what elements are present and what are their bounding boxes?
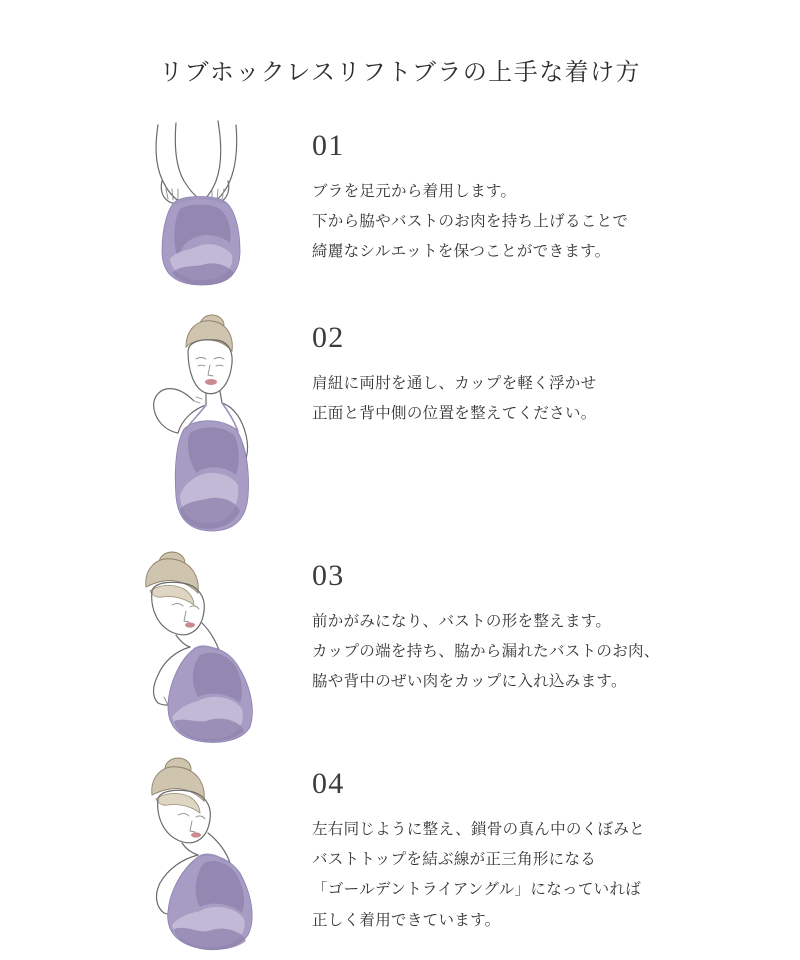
step-1-illustration-pulling-bra-up	[110, 115, 290, 295]
step-text	[312, 369, 800, 429]
step-number: 02	[312, 321, 345, 354]
step-text-line: 正面と背中側の位置を整えてください。	[312, 405, 597, 423]
step-body	[290, 753, 800, 936]
step-text-line: 脇や背中のぜい肉をカップに入れ込みます。	[312, 673, 627, 691]
step-item	[0, 115, 800, 295]
step-text-line: 綺麗なシルエットを保つことができます。	[312, 243, 611, 261]
step-text	[312, 177, 800, 268]
step-text-line: バストトップを結ぶ線が正三角形になる	[312, 851, 597, 869]
step-text-line: カップの端を持ち、脇から漏れたバストのお肉、	[312, 643, 660, 661]
step-body	[290, 307, 800, 429]
step-2-illustration-adjusting-straps	[110, 307, 290, 537]
step-number: 01	[312, 129, 345, 162]
step-text-line: 「ゴールデントライアングル」になっていれば	[312, 881, 642, 899]
step-item	[0, 753, 800, 953]
step-text-line: ブラを足元から着用します。	[312, 183, 517, 200]
step-number: 04	[312, 767, 345, 800]
step-4-illustration-checking-golden-triangle	[110, 753, 290, 953]
step-body	[290, 545, 800, 698]
step-item	[0, 307, 800, 537]
page-title: リブホックレスリフトブラの上手な着け方	[159, 60, 641, 86]
step-text-line: 前かがみになり、バストの形を整えます。	[312, 613, 612, 630]
step-text	[312, 815, 800, 936]
step-text-line: 正しく着用できています。	[312, 911, 501, 929]
steps-list	[0, 115, 800, 953]
step-body	[290, 115, 800, 268]
step-text-line: 下から脇やバストのお肉を持ち上げることで	[312, 213, 629, 231]
step-text	[312, 607, 800, 698]
step-text-line: 左右同じように整え、鎖骨の真ん中のくぼみと	[312, 821, 645, 838]
step-item	[0, 545, 800, 745]
step-3-illustration-leaning-forward	[110, 545, 290, 745]
step-number: 03	[312, 559, 345, 592]
step-text-line: 肩紐に両肘を通し、カップを軽く浮かせ	[312, 375, 597, 392]
